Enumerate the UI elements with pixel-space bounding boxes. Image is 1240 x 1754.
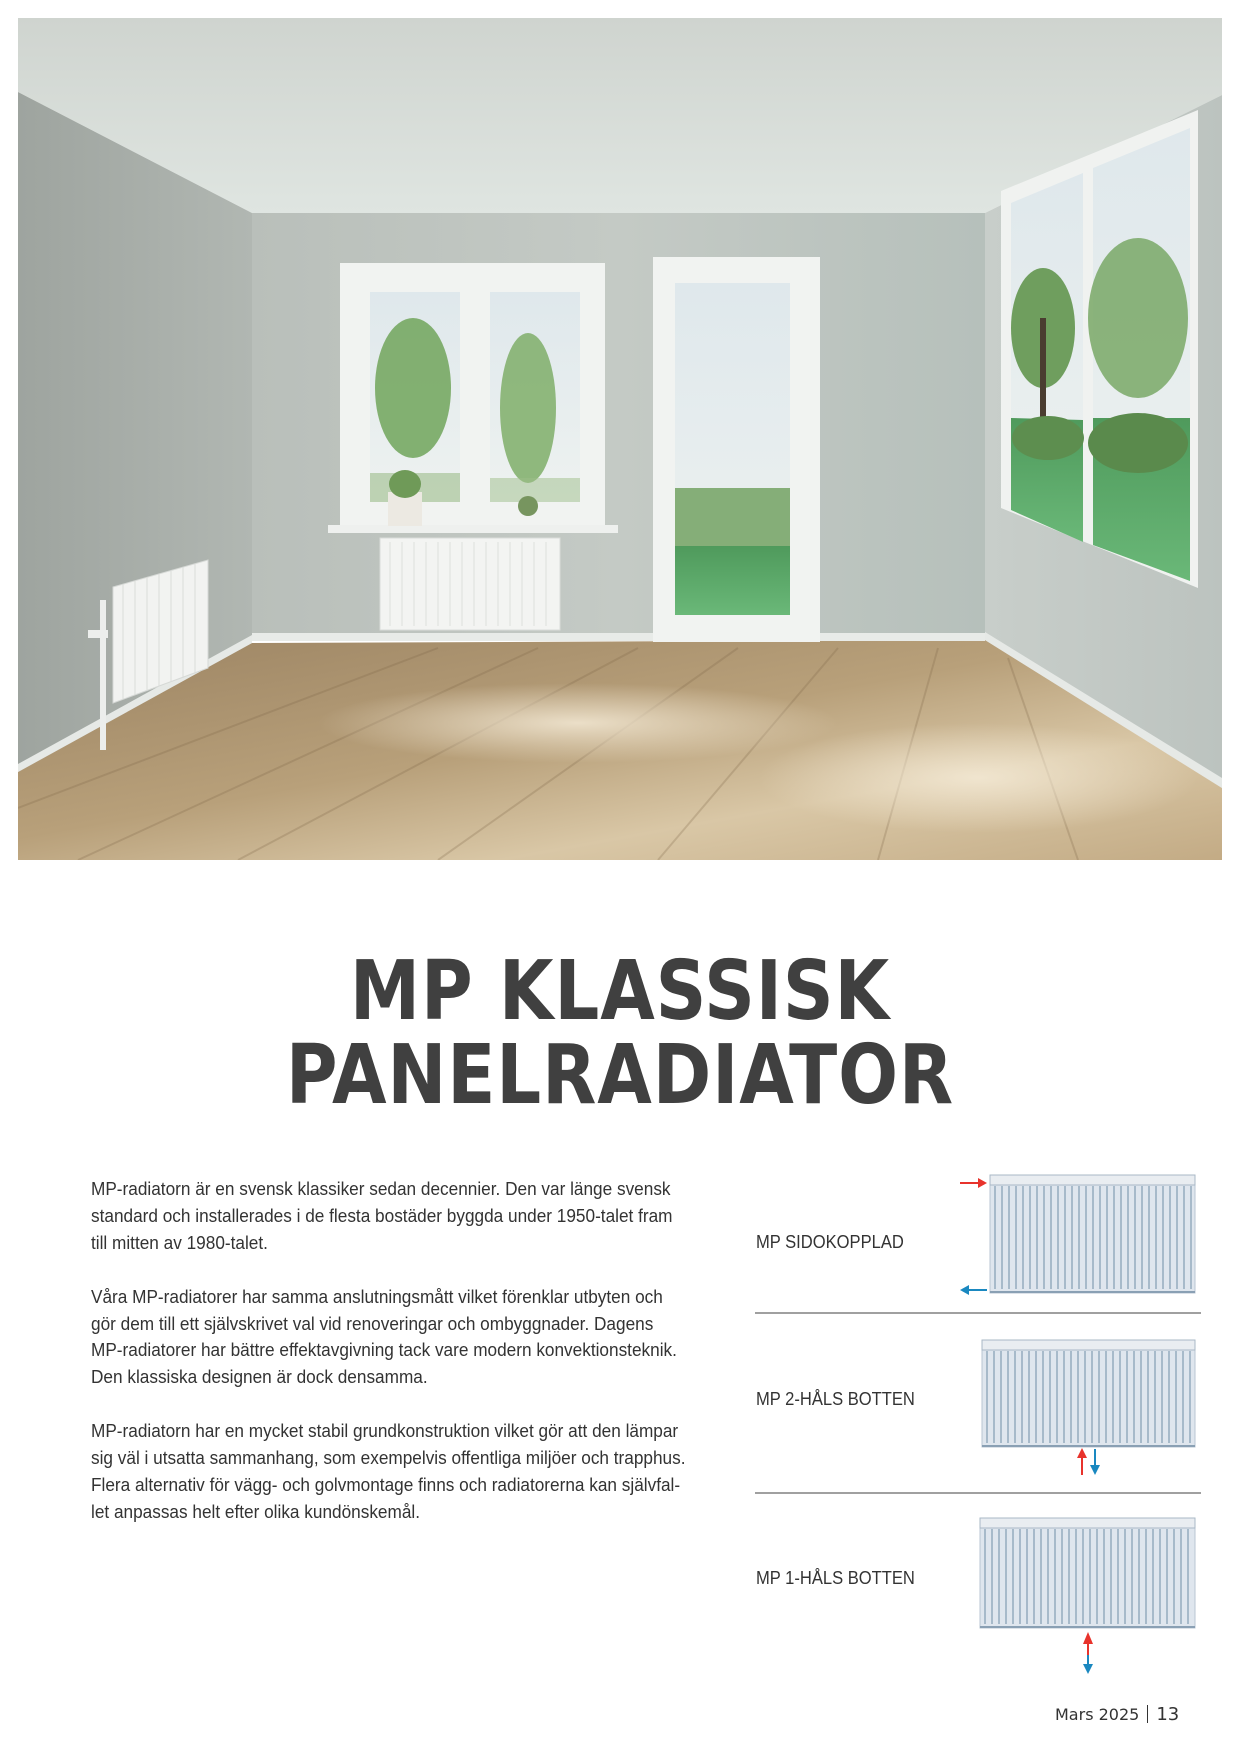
supply-arrow-icon xyxy=(1077,1448,1087,1475)
radiator-panel xyxy=(982,1340,1195,1447)
divider xyxy=(755,1492,1201,1494)
photo-radiator-back xyxy=(380,538,560,630)
radiator-top-grille xyxy=(980,1518,1195,1528)
radiator-body xyxy=(990,1175,1195,1293)
title-line-1: MP KLASSISK xyxy=(349,944,891,1039)
hero-photo xyxy=(18,18,1222,860)
divider xyxy=(755,1312,1201,1314)
page-title xyxy=(0,944,1240,1123)
radiator-body xyxy=(982,1340,1195,1447)
radiator-top-grille xyxy=(982,1340,1195,1350)
variant-label-one-hole: MP 1-HÅLS BOTTEN xyxy=(756,1568,915,1588)
paragraph-3: MP-radiatorn har en mycket stabil grundkonstruktion vilket gör att den lämpar sig väl i utsatta sammanhang, som exempelvis offentliga miljöer och trapphus. Flera alternativ för vägg- och golvmontage finns och radiatorerna kan självfal- let anpassas helt efter olika kundönskemål. xyxy=(91,1420,686,1522)
radiator-side-connected-diagram xyxy=(955,1170,1205,1300)
radiator-panel xyxy=(980,1518,1195,1628)
footer-date: Mars 2025 xyxy=(1055,1705,1140,1724)
variant-label-two-hole: MP 2-HÅLS BOTTEN xyxy=(756,1389,915,1409)
radiator-body xyxy=(980,1518,1195,1628)
return-arrow-icon xyxy=(960,1285,987,1295)
body-text xyxy=(91,1176,771,1553)
return-arrow-icon xyxy=(1090,1449,1100,1475)
supply-return-arrow-icon xyxy=(1083,1632,1093,1674)
paragraph-2: Våra MP-radiatorer har samma anslutningsmått vilket förenklar utbyten och gör dem till ett självskrivet val vid renoveringar och ombyggnader. Dagens MP-radiatorer har bättre effektavgivning tack vare modern konvektionsteknik. Den klassiska designen är dock densamma. xyxy=(91,1285,677,1388)
variant-label-side: MP SIDOKOPPLAD xyxy=(756,1232,904,1252)
window xyxy=(328,263,618,533)
page-footer xyxy=(1055,1704,1179,1725)
radiator-one-hole-bottom-diagram xyxy=(975,1512,1205,1677)
radiator-top-grille xyxy=(990,1175,1195,1185)
radiator-two-hole-bottom-diagram xyxy=(975,1335,1205,1480)
title-line-2: PANELRADIATOR xyxy=(285,1028,955,1123)
page-number: 13 xyxy=(1156,1704,1180,1725)
footer-separator xyxy=(1147,1705,1148,1723)
supply-arrow-icon xyxy=(960,1178,987,1188)
balcony-door xyxy=(653,257,820,642)
floor-to-ceiling-window xyxy=(1001,110,1198,588)
paragraph-1: MP-radiatorn är en svensk klassiker sedan decennier. Den var länge svensk standard och installerades i de flesta bostäder byggda under 1950-talet fram till mitten av 1980-talet. xyxy=(91,1178,673,1253)
